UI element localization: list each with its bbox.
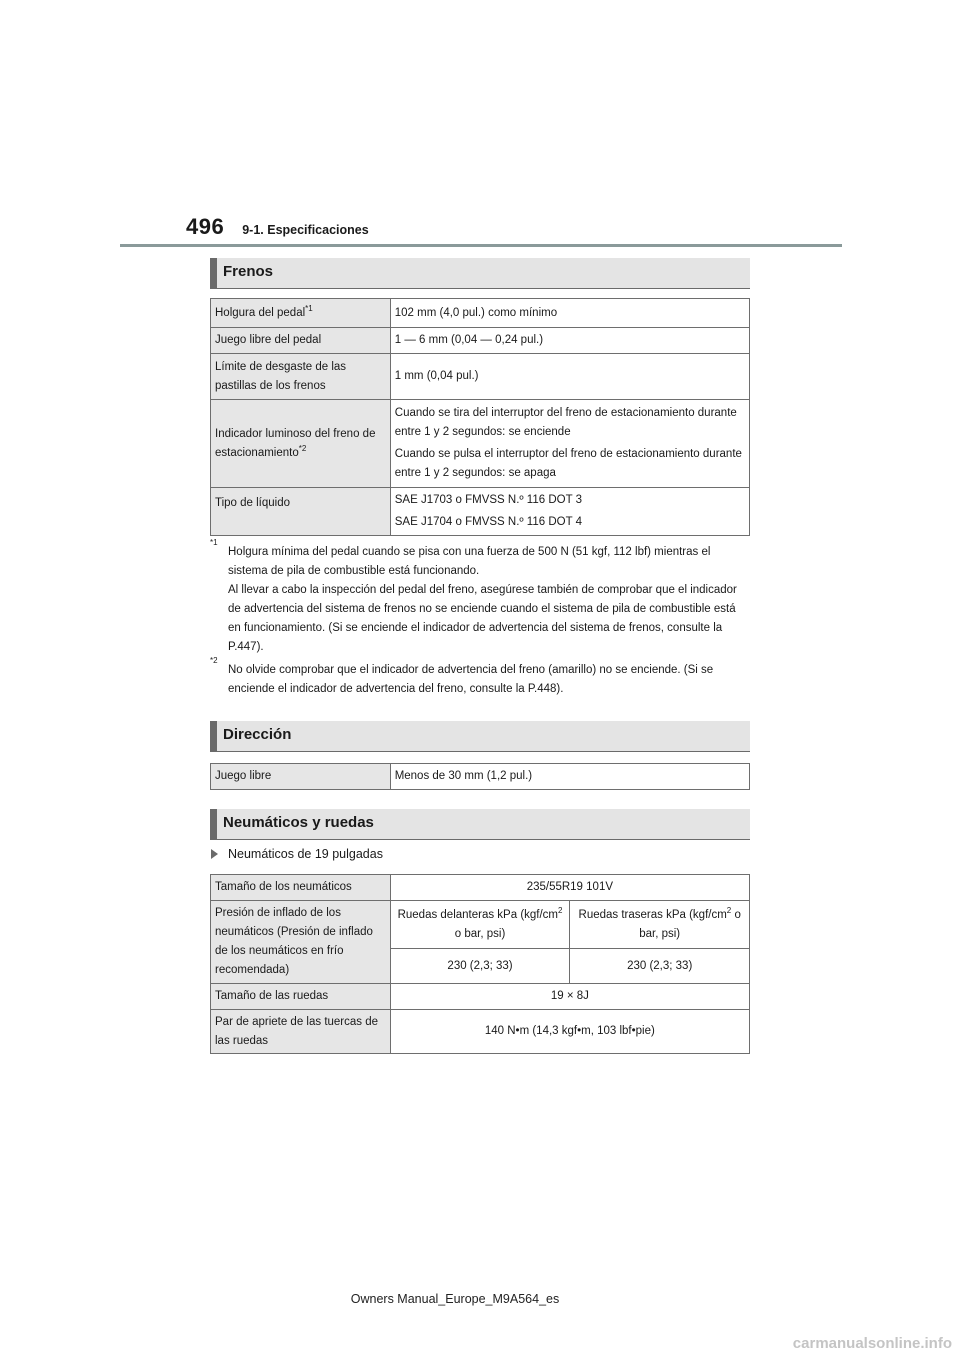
- header-rule: [120, 244, 842, 247]
- tires-table: [210, 874, 750, 1054]
- row-value: 235/55R19 101V: [390, 875, 749, 901]
- row-label: Presión de inflado de los neumáticos (Presión de inflado de los neumáticos en frío recomendada): [211, 901, 391, 984]
- chapter-title: 9-1. Especificaciones: [242, 223, 369, 237]
- row-value: 140 N•m (14,3 kgf•m, 103 lbf•pie): [390, 1010, 749, 1054]
- column-header: Ruedas delanteras kPa ($kgf/cm^2$ o bar, psi): [390, 901, 570, 949]
- row-value: 230 (2,3; 33): [570, 949, 750, 984]
- table-row: [211, 488, 750, 536]
- section-title: Neumáticos y ruedas: [223, 814, 374, 831]
- page-number: 496: [186, 214, 225, 239]
- page-footer: Owners Manual_Europe_M9A564_es: [350, 1292, 560, 1306]
- row-value: 230 (2,3; 33): [390, 949, 570, 984]
- brakes-table: [210, 298, 750, 536]
- row-label: Tamaño de los neumáticos: [211, 875, 391, 901]
- row-value: Menos de 30 mm (1,2 pul.): [390, 764, 749, 790]
- column-header: Ruedas traseras kPa ($kgf/cm^2$ o bar, psi): [570, 901, 750, 949]
- row-label: Juego libre del pedal: [211, 328, 391, 354]
- row-value: 1 mm (0,04 pul.): [390, 354, 749, 400]
- table-row: [211, 1010, 750, 1054]
- row-label: Tipo de líquido: [211, 488, 391, 536]
- section-heading-brakes: [210, 258, 750, 289]
- watermark: carmanualsonline.info: [792, 1335, 952, 1352]
- row-label: Juego libre: [211, 764, 391, 790]
- row-label: Tamaño de las ruedas: [211, 984, 391, 1010]
- row-label: Límite de desgaste de las pastillas de los frenos: [211, 354, 391, 400]
- page-header: [186, 214, 369, 240]
- table-row: [211, 901, 750, 949]
- triangle-bullet-icon: [211, 849, 218, 859]
- row-label: Indicador luminoso del freno de estacionamiento$^{*2}$: [211, 400, 391, 488]
- row-value: 1 — 6 mm (0,04 — 0,24 pul.): [390, 328, 749, 354]
- section-heading-steering: [210, 721, 750, 752]
- row-value: SAE J1703 o FMVSS N.º 116 DOT 3 SAE J1704 o FMVSS N.º 116 DOT 4: [390, 488, 749, 536]
- table-row: [211, 400, 750, 488]
- table-row: [211, 764, 750, 790]
- table-row: [211, 875, 750, 901]
- brakes-footnotes: [210, 538, 750, 701]
- table-row: [211, 984, 750, 1010]
- row-label: Holgura del pedal$^{*1}$: [211, 299, 391, 328]
- table-row: [211, 299, 750, 328]
- footnote: *2 No olvide comprobar que el indicador de advertencia del freno (amarillo) no se enciende. (Si se enciende el indicador de advertencia del freno, consulte la P.448).: [210, 656, 714, 695]
- table-row: [211, 328, 750, 354]
- row-label: Par de apriete de las tuercas de las ruedas: [211, 1010, 391, 1054]
- row-value: 102 mm (4,0 pul.) como mínimo: [390, 299, 749, 328]
- section-heading-tires: [210, 809, 750, 840]
- row-value: 19 × 8J: [390, 984, 749, 1010]
- bullet-item: Neumáticos de 19 pulgadas: [211, 847, 383, 861]
- row-value: Cuando se tira del interruptor del freno de estacionamiento durante entre 1 y 2 segundos: se enciende Cuando se pulsa el interruptor del freno de estacionamiento durante entre 1 y 2 segundos: se apaga: [390, 400, 749, 488]
- steering-table: [210, 763, 750, 790]
- table-row: [211, 354, 750, 400]
- footnote: *1 Holgura mínima del pedal cuando se pisa con una fuerza de 500 N (51 kgf, 112 lbf) mientras el sistema de pila de combustible está funcionando. Al llevar a cabo la inspección del pedal del freno, asegúrese también de comprobar que el indicador de advertencia del sistema de frenos no se enciende cuando el sistema de pila de combustible está en funcionamiento. (Si se enciende el indicador de advertencia del sistema de frenos, consulte la P.447).: [210, 538, 737, 653]
- section-title: Dirección: [223, 726, 292, 743]
- section-title: Frenos: [223, 263, 274, 280]
